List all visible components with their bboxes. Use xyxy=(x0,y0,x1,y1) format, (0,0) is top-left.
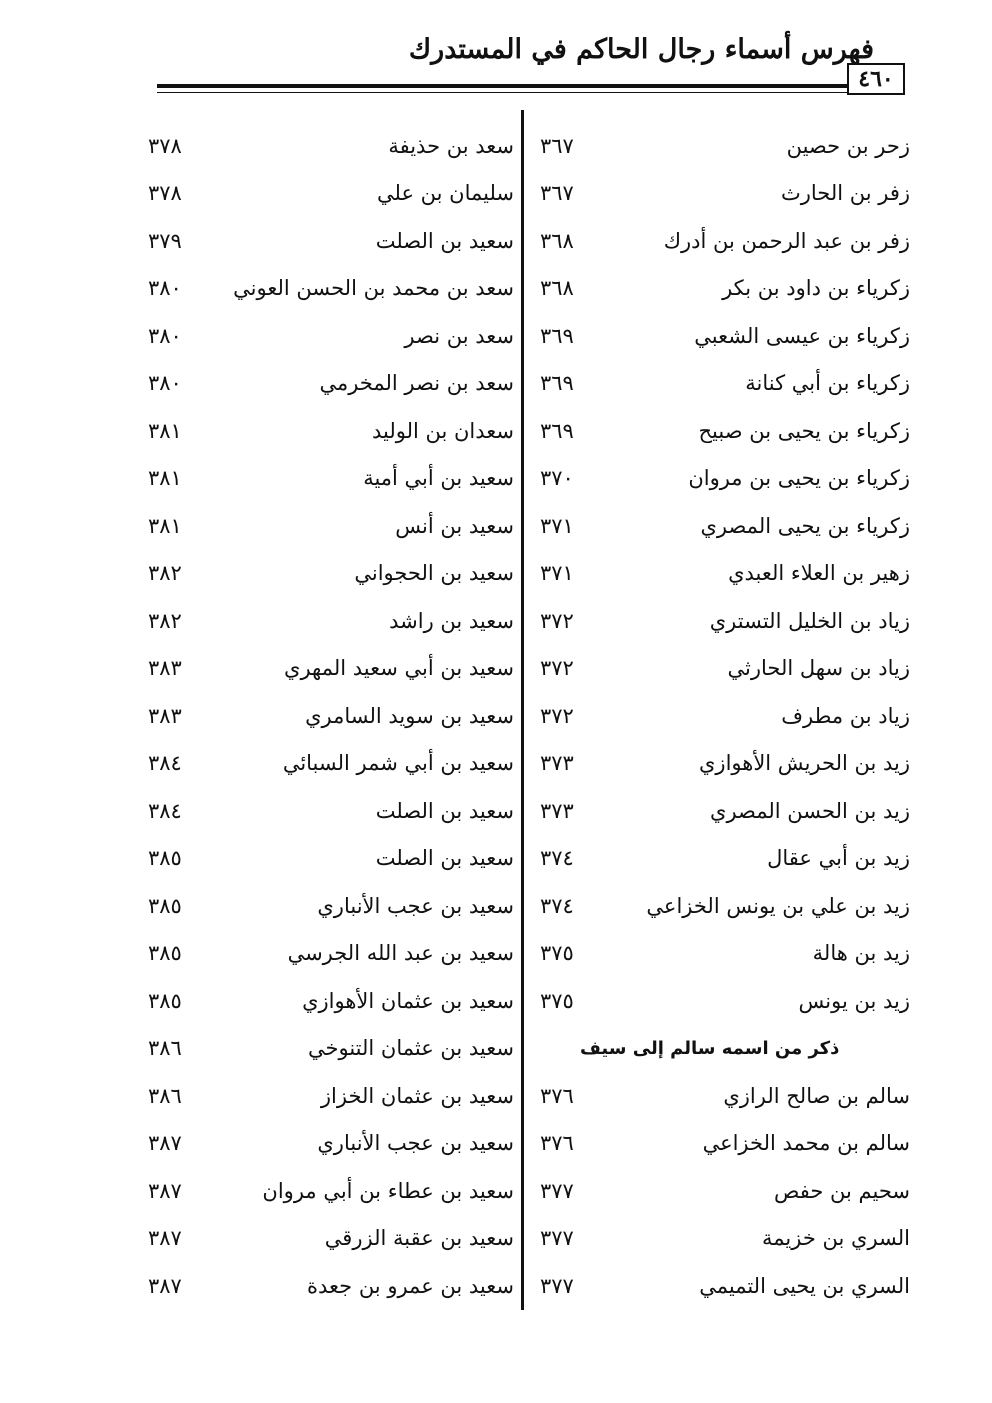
index-entry xyxy=(540,597,910,645)
index-entry xyxy=(540,930,910,978)
index-entry xyxy=(540,645,910,693)
running-title: فهرس أسماء رجال الحاكم في المستدرك xyxy=(408,34,874,65)
entry-page-number: ٣٧٥ xyxy=(540,988,574,1013)
entry-name: زكرياء بن يحيى بن مروان xyxy=(688,466,910,491)
entry-page-number: ٣٦٧ xyxy=(540,133,574,158)
index-entry xyxy=(148,1120,514,1168)
entry-name: سعيد بن راشد xyxy=(389,608,514,633)
index-entry xyxy=(540,977,910,1025)
section-heading-text: ذكر من اسمه سالم إلى سيف xyxy=(580,1037,840,1059)
entry-page-number: ٣٨٧ xyxy=(148,1131,182,1156)
entry-name: سعيد بن سويد السامري xyxy=(305,703,514,728)
entry-page-number: ٣٧٧ xyxy=(540,1273,574,1298)
entry-page-number: ٣٦٧ xyxy=(540,181,574,206)
index-entry xyxy=(540,122,910,170)
entry-name: السري بن يحيى التميمي xyxy=(699,1273,910,1298)
index-entry xyxy=(540,360,910,408)
index-entry xyxy=(148,787,514,835)
entry-name: زكرياء بن أبي كنانة xyxy=(745,371,910,396)
entry-name: زياد بن الخليل التستري xyxy=(709,608,910,633)
entry-page-number: ٣٨٥ xyxy=(148,941,182,966)
index-entry xyxy=(540,502,910,550)
index-entry xyxy=(148,455,514,503)
entry-page-number: ٣٨٥ xyxy=(148,988,182,1013)
index-entry xyxy=(148,692,514,740)
entry-name: سعيد بن عثمان الأهوازي xyxy=(302,988,514,1013)
entry-page-number: ٣٨٥ xyxy=(148,893,182,918)
entry-page-number: ٣٧٥ xyxy=(540,941,574,966)
entry-name: زحر بن حصين xyxy=(786,133,910,158)
index-entry xyxy=(540,265,910,313)
entry-page-number: ٣٨٦ xyxy=(148,1036,182,1061)
entry-page-number: ٣٧٨ xyxy=(148,133,182,158)
entry-page-number: ٣٨٠ xyxy=(148,371,182,396)
index-entry xyxy=(540,455,910,503)
index-entry xyxy=(148,645,514,693)
index-entry xyxy=(148,265,514,313)
entry-page-number: ٣٨٥ xyxy=(148,846,182,871)
entry-name: سليمان بن علي xyxy=(376,181,514,206)
entry-name: سعيد بن عقبة الزرقي xyxy=(324,1226,514,1251)
entry-page-number: ٣٧٣ xyxy=(540,751,574,776)
entry-name: زيد بن الحريش الأهوازي xyxy=(698,751,910,776)
index-entry xyxy=(540,407,910,455)
entry-name: سعيد بن أنس xyxy=(395,513,514,538)
index-entry xyxy=(148,882,514,930)
column-divider xyxy=(521,110,524,1310)
entry-name: سعيد بن عجب الأنباري xyxy=(317,1131,514,1156)
entry-name: زيد بن علي بن يونس الخزاعي xyxy=(646,893,910,918)
page-number-box: ٤٦٠ xyxy=(847,63,905,95)
entry-page-number: ٣٧١ xyxy=(540,513,574,538)
entry-name: سعيد بن الصلت xyxy=(375,846,514,871)
entry-name: سعدان بن الوليد xyxy=(371,418,514,443)
entry-page-number: ٣٧٩ xyxy=(148,228,182,253)
index-entry xyxy=(540,217,910,265)
index-entry xyxy=(148,740,514,788)
header-rule-thick xyxy=(157,84,849,88)
entry-page-number: ٣٨٣ xyxy=(148,703,182,728)
entry-page-number: ٣٧٦ xyxy=(540,1131,574,1156)
entry-name: سعد بن نصر المخرمي xyxy=(319,371,514,396)
index-entry xyxy=(148,502,514,550)
entry-page-number: ٣٧٦ xyxy=(540,1083,574,1108)
index-entry xyxy=(148,550,514,598)
index-entry xyxy=(148,170,514,218)
entry-name: زكرياء بن يحيى بن صبيح xyxy=(698,418,910,443)
entry-page-number: ٣٨١ xyxy=(148,418,182,443)
index-entry xyxy=(540,1072,910,1120)
entry-name: سعيد بن أبي أمية xyxy=(363,466,514,491)
entry-name: زياد بن مطرف xyxy=(781,703,910,728)
entry-page-number: ٣٧٧ xyxy=(540,1226,574,1251)
entry-page-number: ٣٨٠ xyxy=(148,276,182,301)
entry-page-number: ٣٧٣ xyxy=(540,798,574,823)
entry-page-number: ٣٨١ xyxy=(148,513,182,538)
index-entry xyxy=(148,122,514,170)
index-entry xyxy=(540,740,910,788)
entry-name: زكرياء بن داود بن بكر xyxy=(722,276,910,301)
index-entry xyxy=(148,1167,514,1215)
entry-name: زفر بن عبد الرحمن بن أدرك xyxy=(663,228,910,253)
entry-name: زيد بن الحسن المصري xyxy=(710,798,910,823)
entry-page-number: ٣٧٢ xyxy=(540,656,574,681)
entry-page-number: ٣٨٤ xyxy=(148,798,182,823)
index-entry xyxy=(540,835,910,883)
entry-name: سحيم بن حفص xyxy=(774,1178,910,1203)
index-entry xyxy=(148,407,514,455)
entry-name: زيد بن هالة xyxy=(812,941,910,966)
entry-page-number: ٣٨٠ xyxy=(148,323,182,348)
entry-page-number: ٣٧٨ xyxy=(148,181,182,206)
entry-page-number: ٣٧٧ xyxy=(540,1178,574,1203)
entry-name: زيد بن أبي عقال xyxy=(767,846,910,871)
index-column-left xyxy=(148,122,514,1310)
entry-name: سعيد بن أبي سعيد المهري xyxy=(284,656,514,681)
entry-name: سعد بن نصر xyxy=(404,323,514,348)
entry-name: زيد بن يونس xyxy=(798,988,910,1013)
entry-name: زكرياء بن عيسى الشعبي xyxy=(694,323,910,348)
entry-page-number: ٣٨٤ xyxy=(148,751,182,776)
entry-name: سعيد بن عمرو بن جعدة xyxy=(307,1273,514,1298)
index-column-right xyxy=(540,122,910,1310)
entry-name: زفر بن الحارث xyxy=(780,181,910,206)
entry-page-number: ٣٦٩ xyxy=(540,418,574,443)
index-entry xyxy=(540,1215,910,1263)
entry-page-number: ٣٧٢ xyxy=(540,703,574,728)
entry-name: سعيد بن الحجواني xyxy=(354,561,514,586)
entry-name: سعيد بن عبد الله الجرسي xyxy=(287,941,514,966)
entry-name: سعد بن حذيفة xyxy=(388,133,514,158)
index-entry xyxy=(148,1262,514,1310)
entry-page-number: ٣٦٩ xyxy=(540,323,574,348)
index-entry xyxy=(148,1215,514,1263)
index-entry xyxy=(540,1120,910,1168)
entry-name: سالم بن محمد الخزاعي xyxy=(702,1131,910,1156)
index-entry xyxy=(540,312,910,360)
index-entry xyxy=(148,835,514,883)
index-entry xyxy=(148,1025,514,1073)
entry-page-number: ٣٧٠ xyxy=(540,466,574,491)
entry-page-number: ٣٨٧ xyxy=(148,1273,182,1298)
entry-page-number: ٣٨١ xyxy=(148,466,182,491)
index-entry xyxy=(148,930,514,978)
entry-page-number: ٣٨٦ xyxy=(148,1083,182,1108)
entry-page-number: ٣٨٣ xyxy=(148,656,182,681)
entry-page-number: ٣٧١ xyxy=(540,561,574,586)
entry-name: سالم بن صالح الرازي xyxy=(723,1083,910,1108)
entry-page-number: ٣٧٤ xyxy=(540,846,574,871)
index-entry xyxy=(148,597,514,645)
entry-page-number: ٣٨٧ xyxy=(148,1178,182,1203)
entry-name: زياد بن سهل الحارثي xyxy=(727,656,910,681)
entry-page-number: ٣٨٧ xyxy=(148,1226,182,1251)
index-entry xyxy=(148,312,514,360)
entry-name: زهير بن العلاء العبدي xyxy=(728,561,910,586)
entry-name: سعيد بن عثمان الخزاز xyxy=(320,1083,514,1108)
entry-name: سعيد بن أبي شمر السبائي xyxy=(282,751,514,776)
entry-page-number: ٣٦٨ xyxy=(540,276,574,301)
index-entry xyxy=(540,1167,910,1215)
entry-page-number: ٣٨٢ xyxy=(148,561,182,586)
entry-name: سعيد بن عطاء بن أبي مروان xyxy=(262,1178,514,1203)
index-entry xyxy=(540,787,910,835)
entry-name: زكرياء بن يحيى المصري xyxy=(700,513,910,538)
index-entry xyxy=(540,882,910,930)
index-entry xyxy=(148,977,514,1025)
entry-name: سعيد بن الصلت xyxy=(375,798,514,823)
entry-name: سعيد بن عجب الأنباري xyxy=(317,893,514,918)
entry-page-number: ٣٧٢ xyxy=(540,608,574,633)
entry-name: سعد بن محمد بن الحسن العوني xyxy=(233,276,514,301)
header-rule-thin xyxy=(157,92,849,93)
entry-page-number: ٣٧٤ xyxy=(540,893,574,918)
entry-name: السري بن خزيمة xyxy=(762,1226,910,1251)
entry-name: سعيد بن عثمان التنوخي xyxy=(307,1036,514,1061)
index-entry xyxy=(148,1072,514,1120)
index-entry xyxy=(540,1262,910,1310)
section-heading xyxy=(540,1025,910,1073)
entry-name: سعيد بن الصلت xyxy=(375,228,514,253)
index-entry xyxy=(148,360,514,408)
index-entry xyxy=(540,550,910,598)
entry-page-number: ٣٨٢ xyxy=(148,608,182,633)
index-entry xyxy=(540,692,910,740)
entry-page-number: ٣٦٩ xyxy=(540,371,574,396)
entry-page-number: ٣٦٨ xyxy=(540,228,574,253)
index-entry xyxy=(540,170,910,218)
index-entry xyxy=(148,217,514,265)
